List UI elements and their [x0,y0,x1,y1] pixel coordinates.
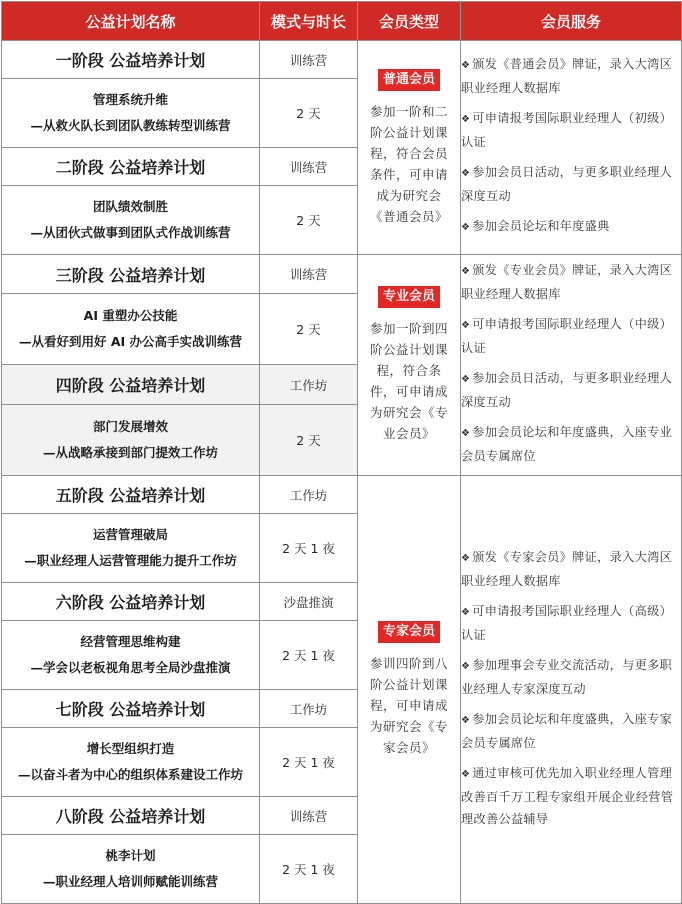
service-item [461,367,681,413]
membership-plan-table [1,1,682,904]
stage-name: 七阶段 公益培养计划 [2,690,260,728]
service-text: 参加理事会专业交流活动，与更多职业经理人专家深度互动 [461,657,673,696]
service-item [461,600,681,646]
stage-name: 二阶段 公益培养计划 [2,148,260,186]
bullet-diamond-icon: ❖ [461,428,471,439]
bullet-diamond-icon: ❖ [461,113,471,125]
mode-duration: 训练营 [260,148,358,186]
member-type-description: 参加一阶和二阶公益计划课程，符合会员条件，可申请成为研究会《普通会员》 [369,103,448,224]
bullet-diamond-icon: ❖ [461,167,471,179]
member-type-badge: 普通会员 [378,69,440,91]
service-text: 可申请报考国际职业经理人（高级）认证 [461,603,673,642]
course-title: AI 重塑办公技能 [83,308,178,324]
service-item [461,421,681,467]
service-text: 通过审核可优先加入职业经理人管理改善百千万工程专家组开展企业经营管理改善公益辅导 [461,765,674,826]
mode-duration: 2 天 1 夜 [260,621,358,690]
mode-duration: 训练营 [260,255,358,294]
header-plan-name: 公益计划名称 [2,2,260,41]
table-row [2,476,682,514]
bullet-diamond-icon: ❖ [461,221,471,233]
course-title: 经营管理思维构建 [80,634,181,649]
mode-duration: 2 天 1 夜 [260,728,358,797]
course-title: 部门发展增效 [92,418,168,434]
bullet-diamond-icon: ❖ [461,374,471,385]
service-item [461,53,681,99]
table-row [2,41,682,79]
mode-duration: 沙盘推演 [260,583,358,621]
service-item [461,762,681,830]
course-title: 桃李计划 [105,848,156,863]
stage-name: 八阶段 公益培养计划 [2,797,260,835]
service-text: 可申请报考国际职业经理人（初级）认证 [461,110,673,149]
service-text: 可申请报考国际职业经理人（中级）认证 [461,317,673,355]
service-item [461,546,681,592]
table-body [2,41,682,904]
member-services-cell [461,476,682,904]
table-row [2,255,682,294]
course-title: 管理系统升维 [92,92,168,107]
service-text: 参加会员论坛和年度盛典 [472,218,610,233]
course-cell [2,186,260,255]
mode-duration: 训练营 [260,41,358,79]
bullet-diamond-icon: ❖ [461,320,471,331]
course-subtitle: —以奋斗者为中心的组织体系建设工作坊 [17,767,243,782]
service-text: 参加会员日活动，与更多职业经理人深度互动 [461,164,673,203]
member-type-cell [358,41,461,255]
course-subtitle: —从看好到用好 AI 办公高手实战训练营 [18,334,243,350]
member-type-badge: 专家会员 [378,621,440,643]
course-cell [2,79,260,148]
mode-duration: 2 天 1 夜 [260,514,358,583]
service-item [461,161,681,207]
header-mode-duration: 模式与时长 [260,2,358,41]
stage-name: 五阶段 公益培养计划 [2,476,260,514]
member-type-cell [358,255,461,476]
mode-duration: 工作坊 [260,690,358,728]
course-cell [2,728,260,797]
mode-duration: 2 天 [260,294,358,365]
service-text: 颁发《普通会员》牌证，录入大湾区职业经理人数据库 [461,56,673,95]
service-item [461,107,681,153]
course-title: 团队绩效制胜 [92,199,168,214]
mode-duration: 2 天 [260,404,358,475]
course-subtitle: —学会以老板视角思考全局沙盘推演 [30,660,231,675]
course-cell [2,621,260,690]
service-item [461,313,681,359]
header-member-services: 会员服务 [461,2,682,41]
course-subtitle: —职业经理人运营管理能力提升工作坊 [24,553,237,568]
service-item [461,654,681,700]
bullet-diamond-icon: ❖ [461,714,471,726]
member-services-cell [461,255,682,476]
course-subtitle: —从战略承接到部门提效工作坊 [42,444,218,460]
stage-name: 一阶段 公益培养计划 [2,41,260,79]
header-member-type: 会员类型 [358,2,461,41]
bullet-diamond-icon: ❖ [461,660,471,672]
service-item [461,708,681,754]
member-type-description: 参训四阶到八阶公益计划课程，可申请成为研究会《专家会员》 [369,656,448,755]
table-header-row [2,2,682,41]
bullet-diamond-icon: ❖ [461,768,471,780]
bullet-diamond-icon: ❖ [461,266,471,277]
course-subtitle: —从救火队长到团队教练转型训练营 [30,118,231,133]
course-cell [2,404,260,475]
member-type-badge: 专业会员 [378,286,440,308]
bullet-diamond-icon: ❖ [461,606,471,618]
mode-duration: 训练营 [260,797,358,835]
mode-duration: 2 天 [260,79,358,148]
member-type-description: 参加一阶到四阶公益计划课程，符合条件，可申请成为研究会《专业会员》 [369,321,448,441]
course-cell [2,294,260,365]
service-text: 参加会员日活动，与更多职业经理人深度互动 [461,371,673,409]
mode-duration: 工作坊 [260,365,358,404]
service-text: 参加会员论坛和年度盛典，入座专家会员专属席位 [461,711,673,750]
member-services-cell [461,41,682,255]
stage-name: 四阶段 公益培养计划 [2,365,260,404]
course-title: 运营管理破局 [92,527,168,542]
bullet-diamond-icon: ❖ [461,552,471,564]
course-cell [2,835,260,904]
service-text: 参加会员论坛和年度盛典，入座专业会员专属席位 [461,425,673,463]
course-title: 增长型组织打造 [86,741,175,756]
course-subtitle: —职业经理人培训师赋能训练营 [42,874,218,889]
service-text: 颁发《专家会员》牌证，录入大湾区职业经理人数据库 [461,549,673,588]
mode-duration: 2 天 [260,186,358,255]
service-item [461,215,681,239]
mode-duration: 2 天 1 夜 [260,835,358,904]
bullet-diamond-icon: ❖ [461,59,471,71]
mode-duration: 工作坊 [260,476,358,514]
stage-name: 六阶段 公益培养计划 [2,583,260,621]
course-subtitle: —从团伙式做事到团队式作战训练营 [30,225,231,240]
member-type-cell [358,476,461,904]
service-item [461,259,681,305]
course-cell [2,514,260,583]
stage-name: 三阶段 公益培养计划 [2,255,260,294]
service-text: 颁发《专业会员》牌证，录入大湾区职业经理人数据库 [461,263,673,301]
